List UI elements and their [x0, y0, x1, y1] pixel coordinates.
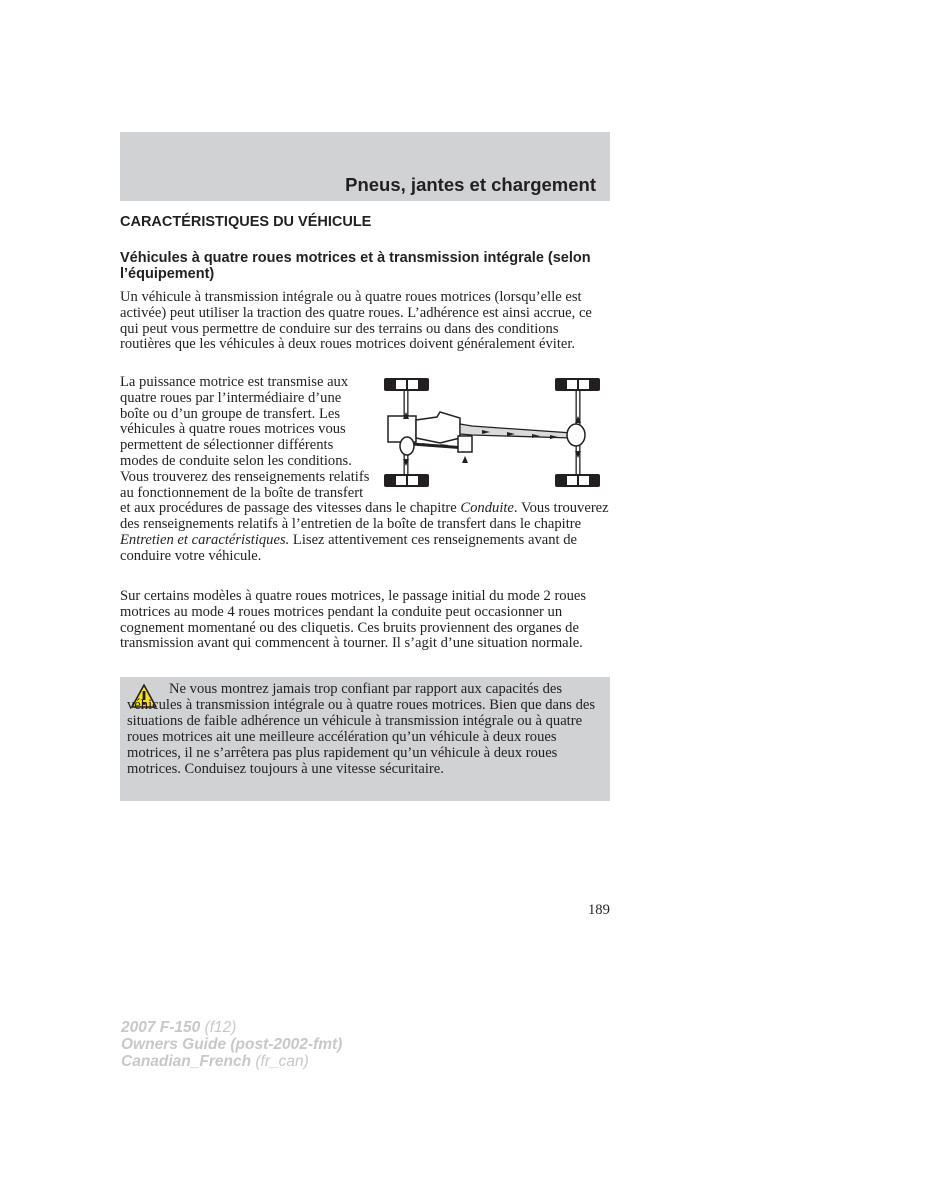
ref-entretien: Entretien et caractéristiques. — [120, 531, 290, 548]
footer-guide: Owners Guide (post-2002-fmt) — [121, 1036, 343, 1053]
paragraph-transfer-case-block — [120, 375, 612, 565]
paragraph2-part1: La puissance motrice est transmise aux quatre roues par l’intermédiaire d’une boîte ou d’un groupe de transfert. Les véhicules à quatre roues motrices vous permettent de sélectionner différents modes de conduite selon les conditions. Vous trouverez des renseignements relatifs au fonctionnement de la boîte de transfert et aux procédures de passage des vitesses dans le chapitre — [120, 374, 461, 517]
warning-message: Ne vous montrez jamais trop confiant par rapport aux capacités des véhicules à transmission intégrale ou à quatre roues motrices. Bien que dans des situations de faible adhérence un véhicule à transmission intégrale ou à quatre roues motrices ait une meilleure accélération qu’un véhicule à deux roues motrices, il ne s’arrêtera pas plus rapidement qu’un véhicule à deux roues motrices. Conduisez toujours à une vitesse sécuritaire. — [127, 681, 596, 777]
footer-language-code: (fr_can) — [251, 1053, 309, 1070]
subsection-title: Véhicules à quatre roues motrices et à transmission intégrale (selon l’équipement) — [120, 250, 591, 282]
paragraph2-part2: . Vous trouverez des renseignements relatifs à l’entretien de la boîte de transfert dans le chapitre — [120, 500, 609, 533]
footer-line-3 — [121, 1053, 342, 1070]
paragraph-2wd-to-4wd: Sur certains modèles à quatre roues motrices, le passage initial du mode 2 roues motrices au mode 4 roues motrices pendant la conduite peut occasionner un cognement momentané ou des cliquetis. Ces bruits proviennent des organes de transmission avant qui commencent à tourner. Il s’agit d’une situation normale. — [120, 588, 587, 652]
footer-language: Canadian_French — [121, 1053, 252, 1070]
paragraph2-part3: Lisez attentivement ces renseignements avant de conduire votre véhicule. — [120, 531, 577, 564]
document-footer — [121, 1019, 342, 1070]
footer-model: 2007 F-150 — [121, 1019, 201, 1036]
warning-text — [127, 682, 601, 777]
ref-conduite: Conduite — [460, 500, 514, 517]
paragraph-awd-intro: Un véhicule à transmission intégrale ou à quatre roues motrices (lorsqu’elle est activée) peut utiliser la traction des quatre roues. L’adhérence est ainsi accrue, ce qui peut vous permettre de conduire sur des terrains ou dans des conditions routières que les véhicules à deux roues motrices doivent généralement éviter. — [120, 289, 592, 353]
warning-box — [120, 677, 610, 801]
chapter-header-band — [120, 132, 610, 201]
footer-line-2 — [121, 1036, 342, 1053]
footer-line-1 — [121, 1019, 342, 1036]
drivetrain-diagram — [382, 376, 614, 494]
page-number: 189 — [588, 902, 610, 918]
footer-model-code: (f12) — [200, 1019, 237, 1036]
section-title: CARACTÉRISTIQUES DU VÉHICULE — [120, 214, 372, 230]
chapter-title: Pneus, jantes et chargement — [345, 174, 596, 195]
